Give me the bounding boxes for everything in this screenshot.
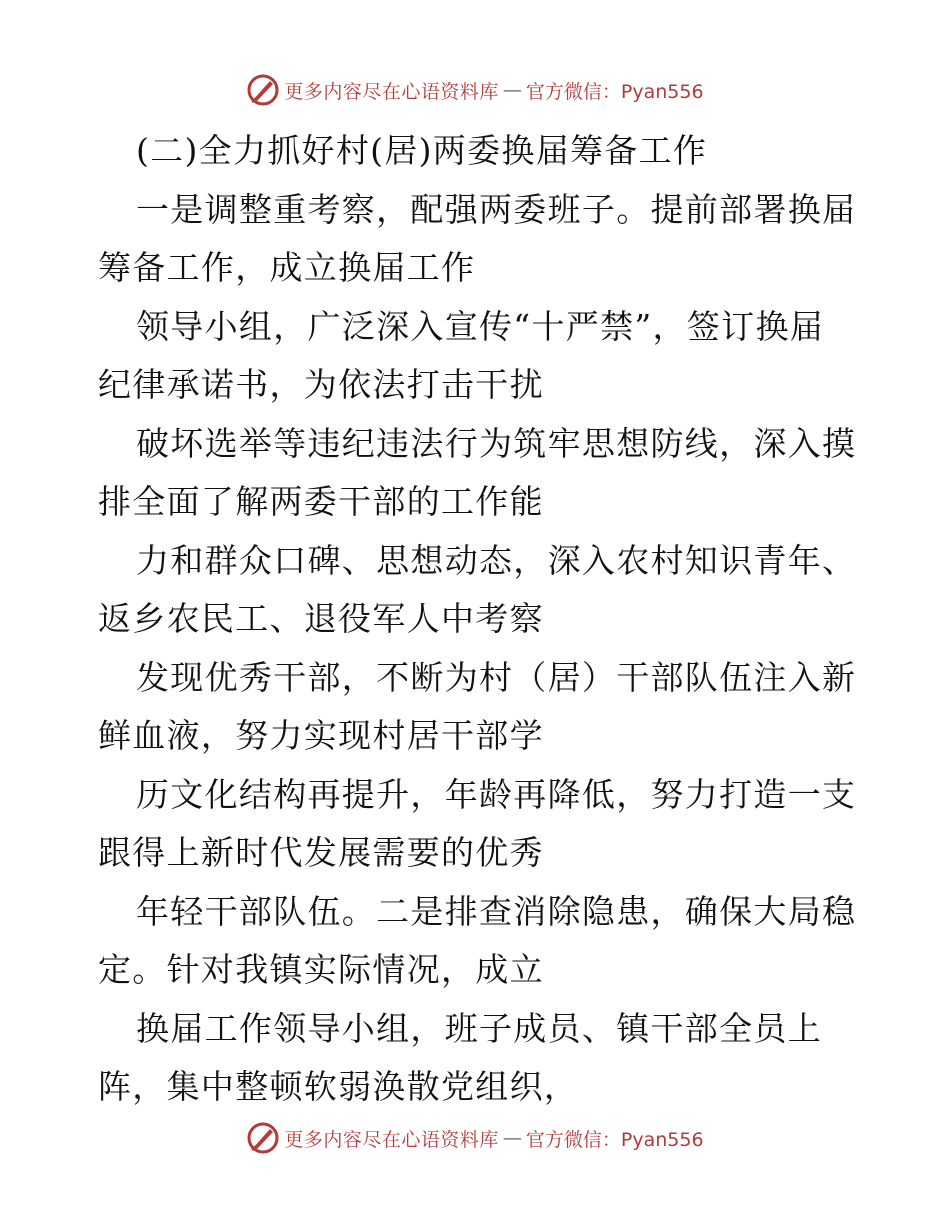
paragraph-line: 筹备工作，成立换届工作 — [98, 248, 476, 287]
paragraph-line: 定。针对我镇实际情况，成立 — [98, 950, 544, 989]
banner-contact: 官方微信：Pyan556 — [525, 80, 704, 103]
header-banner — [0, 70, 950, 110]
paragraph-line: 鲜血液，努力实现村居干部学 — [98, 716, 544, 755]
banner-contact: 官方微信：Pyan556 — [525, 1128, 704, 1151]
paragraph-line: 力和群众口碑、思想动态，深入农村知识青年、 — [136, 540, 857, 580]
banner-title: 更多内容尽在心语资料库 — [284, 1128, 499, 1151]
paragraph-line: 跟得上新时代发展需要的优秀 — [98, 833, 544, 872]
paragraph-line: 纪律承诺书，为依法打击干扰 — [98, 365, 544, 404]
footer-banner — [0, 1118, 950, 1158]
paragraph-line: 换届工作领导小组，班子成员、镇干部全员上 — [136, 1008, 822, 1048]
banner-separator: — — [502, 1127, 522, 1149]
banner-title: 更多内容尽在心语资料库 — [284, 80, 499, 103]
paragraph-line: 发现优秀干部，不断为村（居）干部队伍注入新 — [136, 657, 857, 697]
document-body — [98, 122, 858, 1117]
section-heading: (二)全力抓好村(居)两委换届筹备工作 — [136, 131, 708, 170]
paragraph-line: 一是调整重考察，配强两委班子。提前部署换届 — [136, 189, 857, 229]
paragraph-line: 返乡农民工、退役军人中考察 — [98, 599, 544, 638]
banner-separator: — — [502, 79, 522, 101]
red-quill-logo-icon — [246, 73, 280, 107]
paragraph-line: 排全面了解两委干部的工作能 — [98, 482, 544, 521]
paragraph-line: 历文化结构再提升，年龄再降低，努力打造一支 — [136, 774, 857, 814]
paragraph-line: 破坏选举等违纪违法行为筑牢思想防线，深入摸 — [136, 423, 857, 463]
paragraph-line: 领导小组，广泛深入宣传“十严禁”，签订换届 — [136, 306, 825, 346]
paragraph-line: 年轻干部队伍。二是排查消除隐患，确保大局稳 — [136, 891, 857, 931]
red-quill-logo-icon — [246, 1121, 280, 1155]
paragraph-line: 阵，集中整顿软弱涣散党组织， — [98, 1067, 579, 1106]
